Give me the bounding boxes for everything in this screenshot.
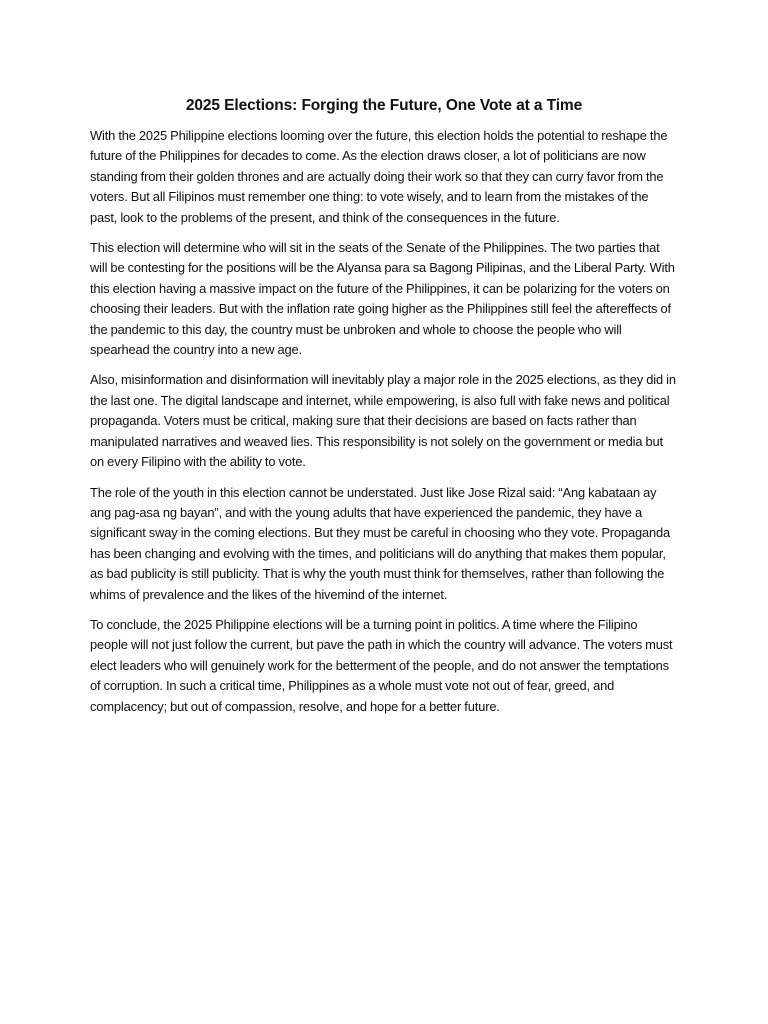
document-title: 2025 Elections: Forging the Future, One Vote at a Time <box>185 97 583 114</box>
paragraph-misinformation: Also, misinformation and disinformation will inevitably play a major role in the 2025 elections, as they did in the last one. The digital landscape and internet, while empowering, is also full with fake news and political propaganda. Voters must be critical, making sure that their decisions are based on facts rather than manipulated narratives and weaved lies. This responsibility is not solely on the government or media but on every Filipino with the ability to vote. <box>90 372 676 470</box>
document-page <box>90 96 678 727</box>
paragraph-senate: This election will determine who will sit in the seats of the Senate of the Philippines. The two parties that will be contesting for the positions will be the Alyansa para sa Bagong Pilipinas, and the Liberal Party. With this election having a massive impact on the future of the Philippines, it can be polarizing for the voters on choosing their leaders. But with the inflation rate going higher as the Philippines still feel the aftereffects of the pandemic to this day, the country must be unbroken and whole to choose the people who will spearhead the country into a new age. <box>90 240 675 358</box>
paragraph-youth: The role of the youth in this election cannot be understated. Just like Jose Rizal said: “Ang kabataan ay ang pag-asa ng bayan”, and with the young adults that have experienced the pandemic, they have a significant sway in the coming elections. But they must be careful in choosing who they vote. Propaganda has been changing and evolving with the times, and politicians will do anything that makes them popular, as bad publicity is still publicity. That is why the youth must think for themselves, rather than following the whims of prevalence and the likes of the hivemind of the internet. <box>90 484 671 602</box>
paragraph-intro: With the 2025 Philippine elections looming over the future, this election holds the potential to reshape the future of the Philippines for decades to come. As the election draws closer, a lot of politicians are now standing from their golden thrones and are actually doing their work so that they can curry favor from the voters. But all Filipinos must remember one thing: to vote wisely, and to learn from the mistakes of the past, look to the problems of the present, and think of the consequences in the future. <box>90 128 668 225</box>
paragraph-conclusion: To conclude, the 2025 Philippine elections will be a turning point in politics. A time where the Filipino people will not just follow the current, but pave the path in which the country will advance. The voters must elect leaders who will genuinely work for the betterment of the people, and do not answer the temptations of corruption. In such a critical time, Philippines as a whole must vote not out of fear, greed, and complacency; but out of compassion, resolve, and hope for a better future. <box>90 616 673 714</box>
